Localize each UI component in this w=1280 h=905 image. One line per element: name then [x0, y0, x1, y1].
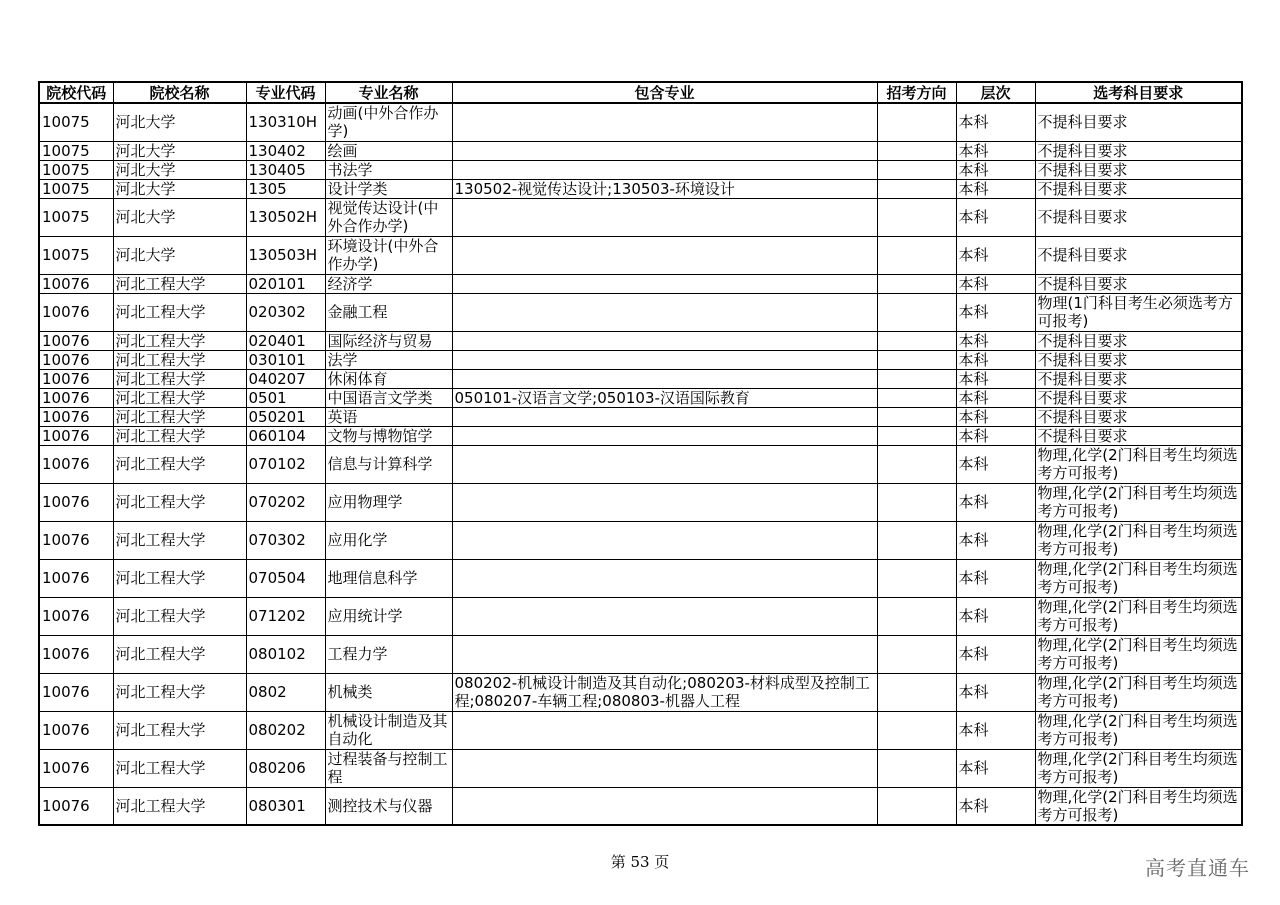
cell-level: 本科	[956, 274, 1035, 293]
table-row	[39, 236, 1242, 274]
cell-subject-requirement: 不提科目要求	[1035, 426, 1242, 445]
cell-major-name: 文物与博物馆学	[325, 426, 452, 445]
header-direction: 招考方向	[877, 82, 956, 103]
header-school-name: 院校名称	[113, 82, 246, 103]
cell-major-name: 应用化学	[325, 521, 452, 559]
cell-level: 本科	[956, 521, 1035, 559]
table-row	[39, 635, 1242, 673]
cell-level: 本科	[956, 597, 1035, 635]
cell-included-majors	[452, 274, 877, 293]
cell-subject-requirement: 不提科目要求	[1035, 103, 1242, 141]
header-level: 层次	[956, 82, 1035, 103]
cell-level: 本科	[956, 198, 1035, 236]
cell-subject-requirement: 不提科目要求	[1035, 274, 1242, 293]
cell-included-majors	[452, 597, 877, 635]
cell-direction	[877, 445, 956, 483]
table-row	[39, 160, 1242, 179]
cell-school-code: 10075	[39, 141, 113, 160]
cell-included-majors	[452, 198, 877, 236]
table-row	[39, 673, 1242, 711]
cell-major-name: 国际经济与贸易	[325, 331, 452, 350]
cell-school-code: 10076	[39, 445, 113, 483]
cell-level: 本科	[956, 445, 1035, 483]
cell-school-code: 10076	[39, 673, 113, 711]
cell-direction	[877, 749, 956, 787]
watermark-logo: 高考直通车	[1145, 856, 1250, 880]
table-row	[39, 293, 1242, 331]
cell-level: 本科	[956, 179, 1035, 198]
cell-direction	[877, 331, 956, 350]
header-subject-requirement: 选考科目要求	[1035, 82, 1242, 103]
cell-school-code: 10076	[39, 787, 113, 825]
cell-direction	[877, 274, 956, 293]
cell-school-code: 10076	[39, 749, 113, 787]
cell-subject-requirement: 不提科目要求	[1035, 350, 1242, 369]
cell-major-name: 工程力学	[325, 635, 452, 673]
cell-subject-requirement: 物理,化学(2门科目考生均须选考方可报考)	[1035, 635, 1242, 673]
cell-major-code: 070302	[246, 521, 325, 559]
cell-major-code: 020401	[246, 331, 325, 350]
cell-included-majors	[452, 559, 877, 597]
cell-direction	[877, 388, 956, 407]
cell-school-code: 10075	[39, 236, 113, 274]
cell-major-code: 070102	[246, 445, 325, 483]
header-school-code: 院校代码	[39, 82, 113, 103]
cell-school-name: 河北工程大学	[113, 388, 246, 407]
cell-major-name: 视觉传达设计(中外合作办学)	[325, 198, 452, 236]
cell-level: 本科	[956, 331, 1035, 350]
cell-school-code: 10076	[39, 711, 113, 749]
table-row	[39, 749, 1242, 787]
cell-subject-requirement: 物理,化学(2门科目考生均须选考方可报考)	[1035, 521, 1242, 559]
cell-included-majors	[452, 426, 877, 445]
cell-school-code: 10076	[39, 426, 113, 445]
cell-level: 本科	[956, 407, 1035, 426]
cell-major-name: 绘画	[325, 141, 452, 160]
cell-included-majors: 130502-视觉传达设计;130503-环境设计	[452, 179, 877, 198]
cell-major-code: 130405	[246, 160, 325, 179]
cell-major-code: 080202	[246, 711, 325, 749]
cell-school-name: 河北工程大学	[113, 369, 246, 388]
cell-major-code: 030101	[246, 350, 325, 369]
cell-school-name: 河北工程大学	[113, 407, 246, 426]
cell-major-name: 机械设计制造及其自动化	[325, 711, 452, 749]
cell-subject-requirement: 不提科目要求	[1035, 369, 1242, 388]
cell-school-name: 河北大学	[113, 141, 246, 160]
table-row	[39, 331, 1242, 350]
cell-school-name: 河北工程大学	[113, 274, 246, 293]
cell-major-name: 书法学	[325, 160, 452, 179]
cell-school-name: 河北工程大学	[113, 521, 246, 559]
cell-subject-requirement: 不提科目要求	[1035, 160, 1242, 179]
cell-level: 本科	[956, 426, 1035, 445]
cell-included-majors	[452, 160, 877, 179]
table-row	[39, 521, 1242, 559]
cell-major-code: 130310H	[246, 103, 325, 141]
cell-direction	[877, 141, 956, 160]
cell-major-code: 130503H	[246, 236, 325, 274]
cell-included-majors	[452, 369, 877, 388]
cell-level: 本科	[956, 236, 1035, 274]
cell-school-code: 10076	[39, 293, 113, 331]
cell-school-name: 河北工程大学	[113, 350, 246, 369]
cell-included-majors: 080202-机械设计制造及其自动化;080203-材料成型及控制工程;080207-车辆工程;080803-机器人工程	[452, 673, 877, 711]
cell-school-name: 河北工程大学	[113, 483, 246, 521]
table-row	[39, 369, 1242, 388]
cell-included-majors	[452, 293, 877, 331]
cell-school-code: 10075	[39, 198, 113, 236]
cell-major-code: 050201	[246, 407, 325, 426]
cell-school-name: 河北工程大学	[113, 635, 246, 673]
cell-level: 本科	[956, 749, 1035, 787]
cell-major-code: 020302	[246, 293, 325, 331]
header-major-code: 专业代码	[246, 82, 325, 103]
cell-level: 本科	[956, 350, 1035, 369]
cell-direction	[877, 597, 956, 635]
table-header-row	[39, 82, 1242, 103]
cell-direction	[877, 635, 956, 673]
cell-major-name: 环境设计(中外合作办学)	[325, 236, 452, 274]
cell-direction	[877, 369, 956, 388]
cell-direction	[877, 293, 956, 331]
cell-major-name: 地理信息科学	[325, 559, 452, 597]
cell-direction	[877, 426, 956, 445]
cell-major-name: 休闲体育	[325, 369, 452, 388]
table-row	[39, 711, 1242, 749]
cell-school-code: 10076	[39, 350, 113, 369]
cell-school-code: 10076	[39, 521, 113, 559]
cell-direction	[877, 559, 956, 597]
cell-major-name: 过程装备与控制工程	[325, 749, 452, 787]
cell-direction	[877, 179, 956, 198]
cell-level: 本科	[956, 673, 1035, 711]
cell-major-name: 应用统计学	[325, 597, 452, 635]
cell-level: 本科	[956, 141, 1035, 160]
cell-school-name: 河北大学	[113, 179, 246, 198]
cell-school-name: 河北工程大学	[113, 597, 246, 635]
table-row	[39, 407, 1242, 426]
cell-major-name: 测控技术与仪器	[325, 787, 452, 825]
cell-major-code: 070202	[246, 483, 325, 521]
table-row	[39, 350, 1242, 369]
header-major-name: 专业名称	[325, 82, 452, 103]
cell-major-code: 080206	[246, 749, 325, 787]
cell-subject-requirement: 物理,化学(2门科目考生均须选考方可报考)	[1035, 787, 1242, 825]
cell-school-code: 10075	[39, 103, 113, 141]
cell-major-code: 020101	[246, 274, 325, 293]
cell-school-name: 河北工程大学	[113, 445, 246, 483]
table-row	[39, 388, 1242, 407]
cell-subject-requirement: 物理,化学(2门科目考生均须选考方可报考)	[1035, 597, 1242, 635]
cell-major-code: 130502H	[246, 198, 325, 236]
cell-included-majors	[452, 787, 877, 825]
table-row	[39, 103, 1242, 141]
cell-school-code: 10076	[39, 597, 113, 635]
cell-direction	[877, 103, 956, 141]
cell-school-name: 河北大学	[113, 198, 246, 236]
cell-subject-requirement: 不提科目要求	[1035, 407, 1242, 426]
table-row	[39, 426, 1242, 445]
cell-major-code: 070504	[246, 559, 325, 597]
cell-major-name: 法学	[325, 350, 452, 369]
table-row	[39, 787, 1242, 825]
cell-included-majors	[452, 445, 877, 483]
table-row	[39, 198, 1242, 236]
cell-direction	[877, 198, 956, 236]
cell-level: 本科	[956, 483, 1035, 521]
table-row	[39, 445, 1242, 483]
cell-subject-requirement: 物理,化学(2门科目考生均须选考方可报考)	[1035, 445, 1242, 483]
cell-subject-requirement: 物理(1门科目考生必须选考方可报考)	[1035, 293, 1242, 331]
cell-major-name: 信息与计算科学	[325, 445, 452, 483]
table-row	[39, 483, 1242, 521]
cell-major-code: 0802	[246, 673, 325, 711]
cell-school-code: 10076	[39, 635, 113, 673]
cell-major-name: 经济学	[325, 274, 452, 293]
cell-included-majors	[452, 483, 877, 521]
cell-included-majors	[452, 350, 877, 369]
cell-level: 本科	[956, 711, 1035, 749]
cell-included-majors	[452, 407, 877, 426]
cell-school-code: 10076	[39, 331, 113, 350]
cell-school-code: 10075	[39, 160, 113, 179]
cell-major-code: 1305	[246, 179, 325, 198]
cell-subject-requirement: 不提科目要求	[1035, 331, 1242, 350]
cell-direction	[877, 521, 956, 559]
cell-school-code: 10075	[39, 179, 113, 198]
cell-school-name: 河北工程大学	[113, 426, 246, 445]
cell-subject-requirement: 物理,化学(2门科目考生均须选考方可报考)	[1035, 559, 1242, 597]
cell-level: 本科	[956, 160, 1035, 179]
cell-major-name: 动画(中外合作办学)	[325, 103, 452, 141]
cell-school-name: 河北工程大学	[113, 293, 246, 331]
cell-school-code: 10076	[39, 369, 113, 388]
cell-school-name: 河北工程大学	[113, 331, 246, 350]
cell-level: 本科	[956, 103, 1035, 141]
cell-major-code: 060104	[246, 426, 325, 445]
cell-direction	[877, 160, 956, 179]
cell-included-majors	[452, 141, 877, 160]
cell-level: 本科	[956, 559, 1035, 597]
cell-subject-requirement: 不提科目要求	[1035, 179, 1242, 198]
cell-subject-requirement: 物理,化学(2门科目考生均须选考方可报考)	[1035, 483, 1242, 521]
cell-school-code: 10076	[39, 559, 113, 597]
cell-school-name: 河北工程大学	[113, 673, 246, 711]
table-row	[39, 274, 1242, 293]
cell-major-name: 设计学类	[325, 179, 452, 198]
cell-direction	[877, 236, 956, 274]
cell-major-name: 应用物理学	[325, 483, 452, 521]
cell-included-majors	[452, 103, 877, 141]
cell-subject-requirement: 不提科目要求	[1035, 198, 1242, 236]
cell-major-name: 机械类	[325, 673, 452, 711]
cell-subject-requirement: 物理,化学(2门科目考生均须选考方可报考)	[1035, 673, 1242, 711]
cell-subject-requirement: 不提科目要求	[1035, 236, 1242, 274]
cell-included-majors	[452, 749, 877, 787]
cell-major-code: 0501	[246, 388, 325, 407]
cell-school-name: 河北工程大学	[113, 711, 246, 749]
admissions-table	[38, 81, 1243, 826]
cell-subject-requirement: 物理,化学(2门科目考生均须选考方可报考)	[1035, 711, 1242, 749]
cell-school-name: 河北工程大学	[113, 559, 246, 597]
cell-included-majors	[452, 711, 877, 749]
header-included-majors: 包含专业	[452, 82, 877, 103]
cell-included-majors	[452, 521, 877, 559]
cell-direction	[877, 483, 956, 521]
cell-direction	[877, 407, 956, 426]
cell-major-name: 中国语言文学类	[325, 388, 452, 407]
table-body	[39, 103, 1242, 825]
cell-included-majors	[452, 331, 877, 350]
cell-school-name: 河北大学	[113, 236, 246, 274]
table-row	[39, 597, 1242, 635]
cell-level: 本科	[956, 293, 1035, 331]
cell-direction	[877, 787, 956, 825]
cell-school-name: 河北工程大学	[113, 749, 246, 787]
cell-included-majors	[452, 635, 877, 673]
table-row	[39, 179, 1242, 198]
cell-level: 本科	[956, 787, 1035, 825]
cell-included-majors	[452, 236, 877, 274]
cell-school-name: 河北大学	[113, 160, 246, 179]
cell-major-code: 071202	[246, 597, 325, 635]
cell-school-code: 10076	[39, 407, 113, 426]
cell-major-name: 金融工程	[325, 293, 452, 331]
cell-school-name: 河北工程大学	[113, 787, 246, 825]
cell-subject-requirement: 物理,化学(2门科目考生均须选考方可报考)	[1035, 749, 1242, 787]
table-row	[39, 141, 1242, 160]
cell-direction	[877, 711, 956, 749]
cell-major-code: 130402	[246, 141, 325, 160]
page-number: 第 53 页	[610, 853, 670, 871]
cell-school-name: 河北大学	[113, 103, 246, 141]
cell-school-code: 10076	[39, 388, 113, 407]
cell-major-code: 080301	[246, 787, 325, 825]
cell-major-code: 080102	[246, 635, 325, 673]
cell-subject-requirement: 不提科目要求	[1035, 388, 1242, 407]
cell-school-code: 10076	[39, 483, 113, 521]
cell-level: 本科	[956, 388, 1035, 407]
cell-direction	[877, 350, 956, 369]
cell-major-code: 040207	[246, 369, 325, 388]
table-row	[39, 559, 1242, 597]
cell-included-majors: 050101-汉语言文学;050103-汉语国际教育	[452, 388, 877, 407]
cell-direction	[877, 673, 956, 711]
cell-major-name: 英语	[325, 407, 452, 426]
cell-level: 本科	[956, 369, 1035, 388]
cell-subject-requirement: 不提科目要求	[1035, 141, 1242, 160]
cell-level: 本科	[956, 635, 1035, 673]
cell-school-code: 10076	[39, 274, 113, 293]
